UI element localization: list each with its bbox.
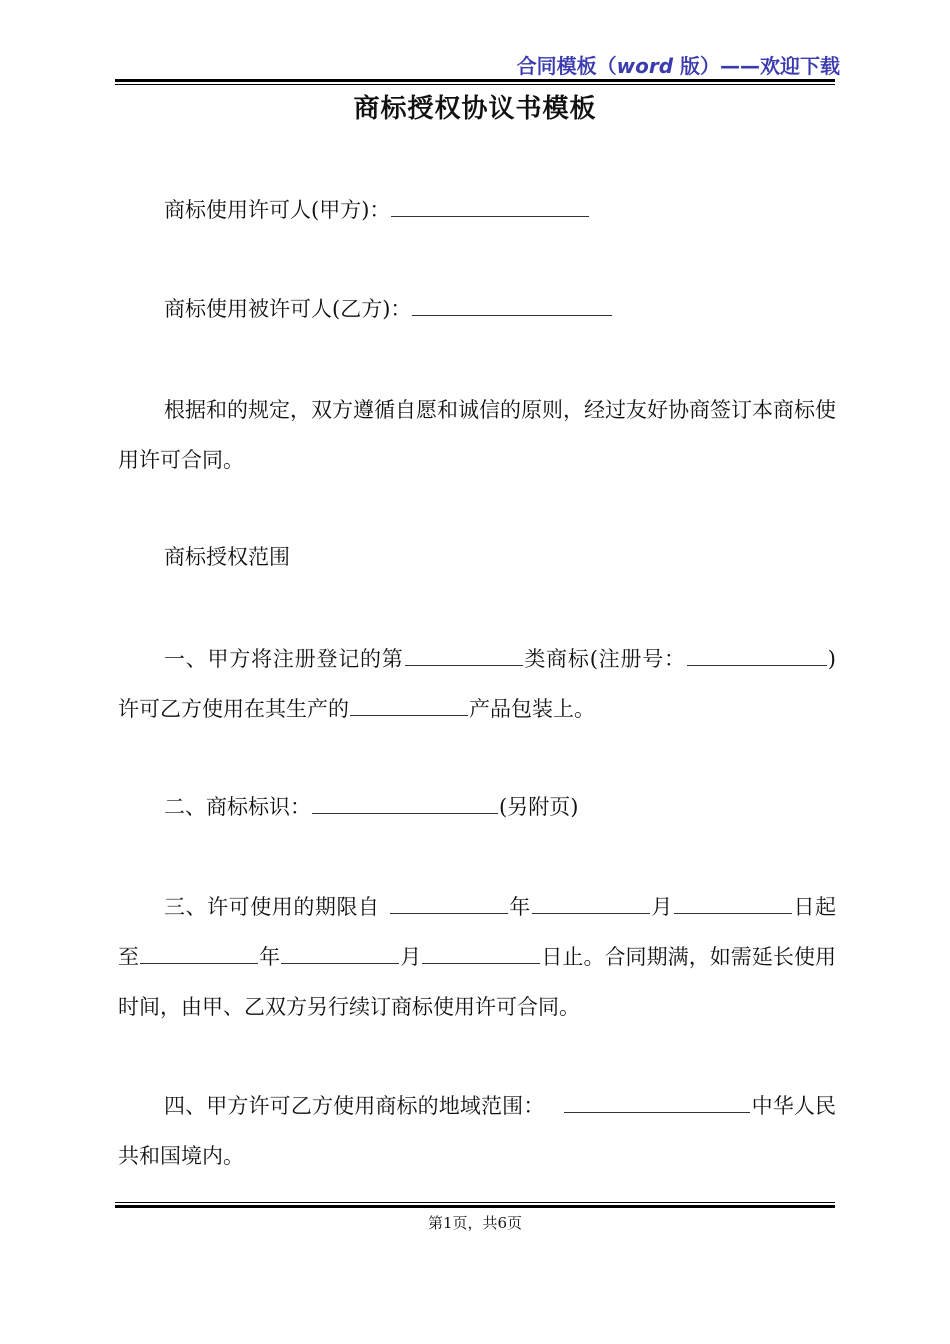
product-blank (350, 693, 468, 716)
clause-4 (118, 1081, 836, 1181)
clause-1-text-d: 产品包装上。 (469, 697, 595, 721)
end-day-blank (422, 941, 540, 964)
clause-2-text-b: (另附页) (499, 795, 579, 819)
clause-1-text-c: )许可乙方使用在其生产的 (118, 647, 836, 721)
end-year-blank (140, 941, 258, 964)
clause-3-end: 日止。合同期满，如需延长使用时间，由甲、乙双方另行续订商标使用许可合同。 (118, 945, 837, 1019)
licensee-label: 商标使用被许可人(乙方)： (164, 297, 412, 321)
end-month-blank (281, 941, 399, 964)
licensee-blank (412, 293, 612, 316)
page-number: 第1页，共6页 (427, 1214, 523, 1232)
licensor-label: 商标使用许可人(甲方)： (164, 198, 391, 222)
territory-blank (564, 1090, 750, 1113)
licensor-blank (391, 194, 589, 217)
licensor-line (118, 185, 836, 235)
scope-heading: 商标授权范围 (164, 545, 290, 569)
start-year-label: 年 (508, 895, 531, 919)
clause-3 (118, 882, 836, 1032)
document-title: 商标授权协议书模板 (353, 94, 597, 124)
clause-2-text-a: 二、商标标识： (164, 795, 311, 819)
end-year-label: 年 (259, 945, 281, 969)
clause-4-text-b: 中华人民共和国境内。 (118, 1094, 836, 1168)
header-brand (517, 50, 840, 79)
clause-1-text-a: 一、甲方将注册登记的第 (164, 647, 404, 671)
header-divider (115, 79, 835, 85)
start-day-blank (674, 891, 792, 914)
start-year-blank (390, 891, 508, 914)
clause-1-text-b: 类商标(注册号： (523, 647, 686, 671)
clause-3-from: 起至 (118, 895, 836, 969)
clause-1 (118, 634, 836, 734)
clause-4-text-a: 四、甲方许可乙方使用商标的地域范围： (164, 1094, 545, 1118)
clause-3-text-a: 三、许可使用的期限自 (164, 895, 380, 919)
start-day-label: 日 (792, 895, 815, 919)
end-month-label: 月 (400, 945, 422, 969)
trademark-mark-blank (312, 791, 498, 814)
header-brand-prefix: 合同模板（ (516, 54, 617, 78)
clause-2 (118, 782, 836, 832)
header-brand-suffix: 版）——欢迎下载 (673, 54, 840, 78)
licensee-line (118, 284, 836, 334)
start-month-blank (532, 891, 650, 914)
intro-paragraph: 根据和的规定，双方遵循自愿和诚信的原则，经过友好协商签订本商标使用许可合同。 (118, 398, 836, 472)
start-month-label: 月 (650, 895, 673, 919)
registration-number-blank (687, 643, 827, 666)
footer-divider (115, 1202, 835, 1208)
header-brand-word: word (616, 54, 674, 78)
class-number-blank (405, 643, 523, 666)
